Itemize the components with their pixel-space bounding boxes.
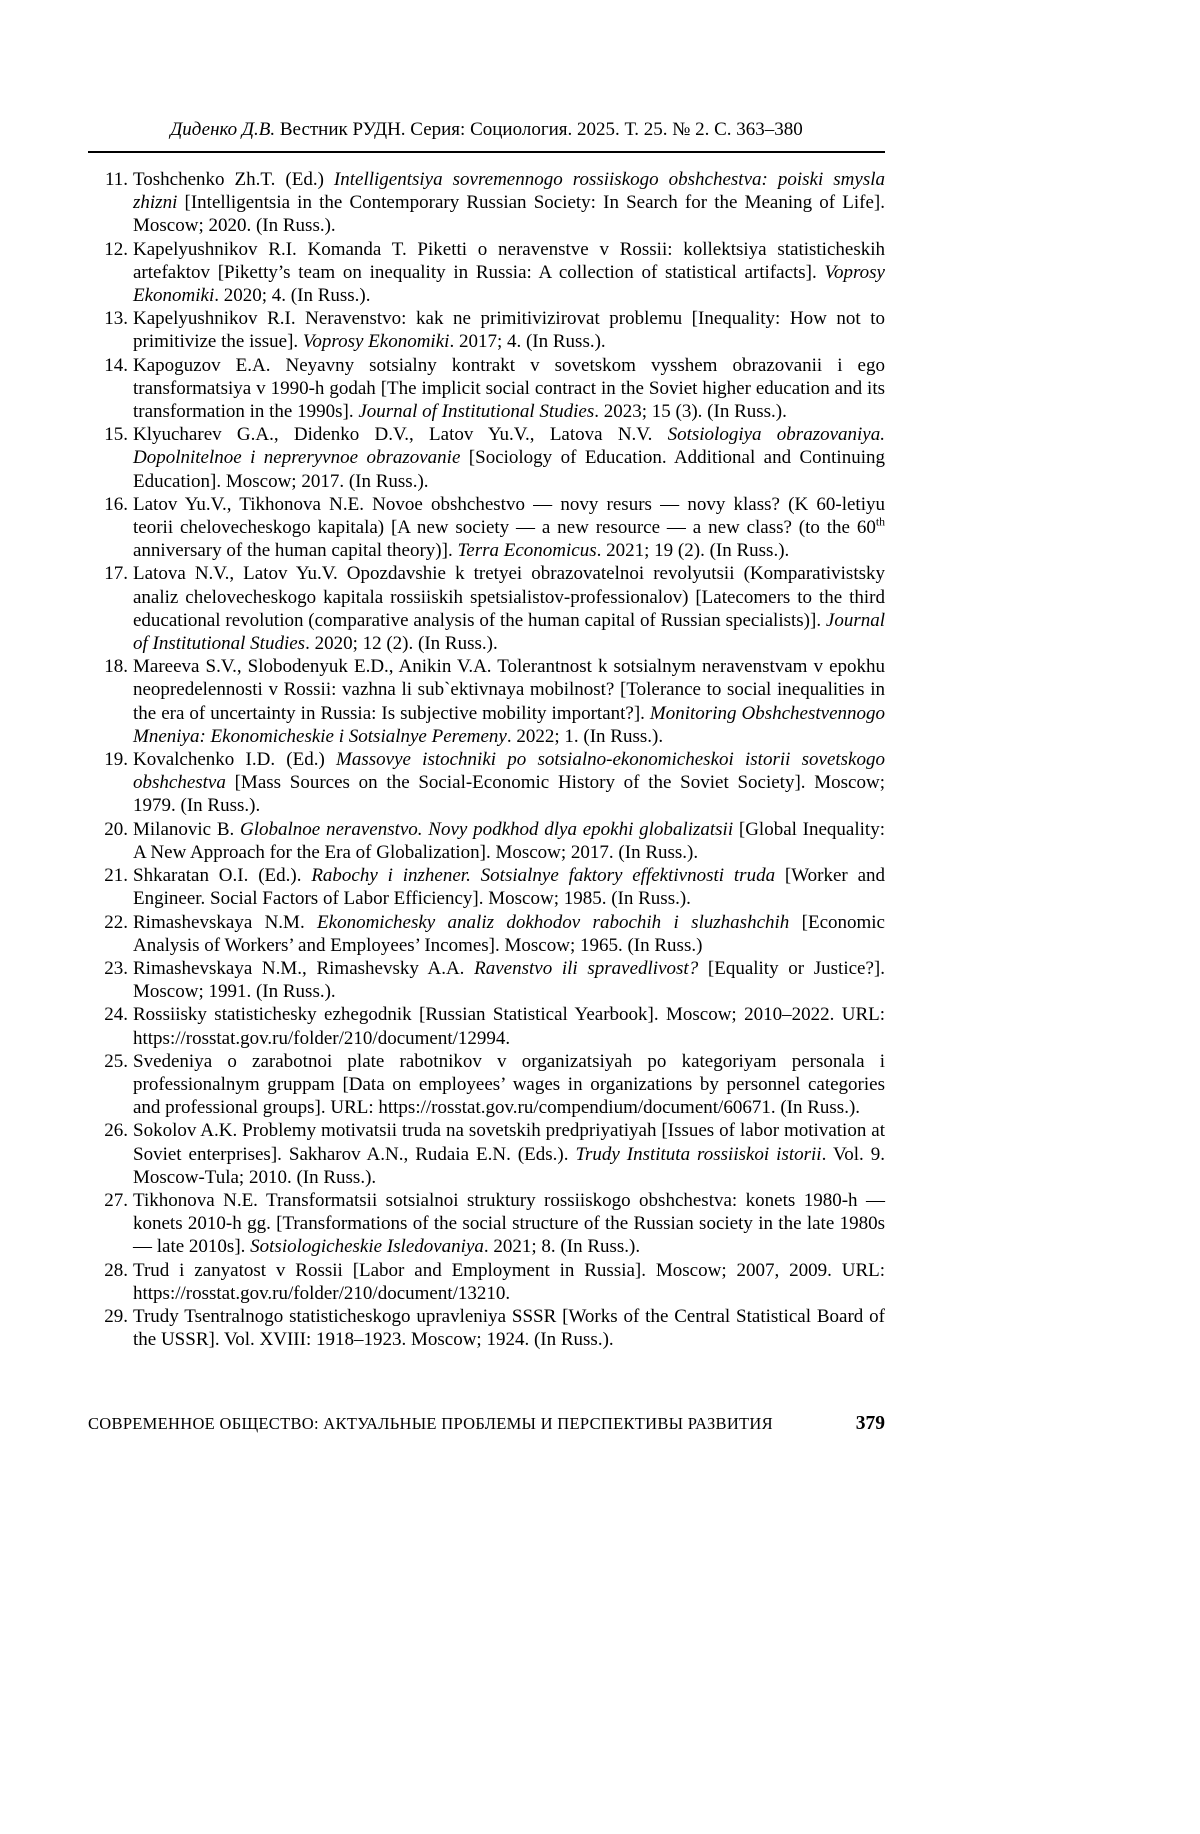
reference-item xyxy=(88,1189,885,1259)
reference-text: Rossiisky statistichesky ezhegodnik [Russian Statistical Yearbook]. Moscow; 2010–2022. URL: https://rosstat.gov.ru/folder/210/document/12994. xyxy=(133,1004,885,1049)
reference-text: Latov Yu.V., Tikhonova N.E. Novoe obshchestvo — novy resurs — novy klass? (K 60-letiyu teorii chelovecheskogo kapitala) [A new society — a new resource — a new class? (to the 60th anniversary of the human capital theory)]. Terra Economicus. 2021; 19 (2). (In Russ.). xyxy=(133,493,885,562)
reference-item xyxy=(88,493,885,563)
reference-number: 13. xyxy=(104,308,128,330)
running-head-text: Диденко Д.В. Вестник РУДН. Серия: Социология. 2025. Т. 25. № 2. С. 363–380 xyxy=(170,119,803,140)
reference-number: 15. xyxy=(104,424,128,446)
reference-item xyxy=(88,748,885,818)
page-number: 379 xyxy=(855,1413,885,1434)
reference-text: Kovalchenko I.D. (Ed.) Massovye istochniki po sotsialno-ekonomicheskoi istorii sovetskogo obshchestva [Mass Sources on the Social-Economic History of the Soviet Society]. Moscow; 1979. (In Russ.). xyxy=(133,749,885,817)
reference-item xyxy=(88,1119,885,1189)
reference-text: Kapelyushnikov R.I. Komanda T. Piketti o neravenstve v Rossii: kollektsiya statisticheskih artefaktov [Piketty’s team on inequality in Russia: A collection of statistical artifacts]. Voprosy Ekonomiki. 2020; 4. (In Russ.). xyxy=(133,238,885,307)
reference-number: 16. xyxy=(104,493,128,515)
reference-text: Klyucharev G.A., Didenko D.V., Latov Yu.V., Latova N.V. Sotsiologiya obrazovaniya. Dopolnitelnoe i nepreryvnoe obrazovanie [Sociology of Education. Additional and Continuing Education]. Moscow; 2017. (In Russ.). xyxy=(133,424,885,492)
reference-item xyxy=(88,655,885,748)
reference-item xyxy=(88,1003,885,1049)
reference-number: 11. xyxy=(104,169,128,190)
footer-section-title: СОВРЕМЕННОЕ ОБЩЕСТВО: АКТУАЛЬНЫЕ ПРОБЛЕМЫ И ПЕРСПЕКТИВЫ РАЗВИТИЯ xyxy=(88,1414,773,1433)
reference-item xyxy=(88,307,885,353)
header-rule xyxy=(88,151,885,153)
reference-item xyxy=(88,354,885,424)
reference-item xyxy=(88,562,885,655)
reference-item xyxy=(88,957,885,1003)
reference-text: Trudy Tsentralnogo statisticheskogo upravleniya SSSR [Works of the Central Statistical Board of the USSR]. Vol. XVIII: 1918–1923. Moscow; 1924. (In Russ.). xyxy=(133,1305,885,1351)
reference-list xyxy=(88,168,885,1351)
reference-number: 17. xyxy=(104,563,128,585)
reference-number: 19. xyxy=(104,749,128,771)
reference-number: 20. xyxy=(104,818,128,840)
reference-item xyxy=(88,1259,885,1305)
reference-item xyxy=(88,423,885,493)
reference-item xyxy=(88,911,885,957)
reference-text: Kapelyushnikov R.I. Neravenstvo: kak ne primitivizirovat problemu [Inequality: How not to primitivize the issue]. Voprosy Ekonomiki. 2017; 4. (In Russ.). xyxy=(133,308,885,353)
reference-item xyxy=(88,864,885,910)
reference-text: Latova N.V., Latov Yu.V. Opozdavshie k tretyei obrazovatelnoi revolyutsii (Komparativistsky analiz chelovecheskogo kapitala rossiiskih spetsialistov-professionalov) [Latecomers to the third educational revolution (comparative analysis of the human capital of Russian specialists)]. Journal of Institutional Studies. 2020; 12 (2). (In Russ.). xyxy=(133,563,885,655)
reference-text: Shkaratan O.I. (Ed.). Rabochy i inzhener. Sotsialnye faktory effektivnosti truda [Worker and Engineer. Social Factors of Labor Efficiency]. Moscow; 1985. (In Russ.). xyxy=(133,865,886,910)
reference-item xyxy=(88,1305,885,1351)
reference-number: 22. xyxy=(104,911,128,933)
reference-number: 28. xyxy=(104,1259,128,1281)
reference-text: Kapoguzov E.A. Neyavny sotsialny kontrakt v sovetskom vysshem obrazovanii i ego transformatsiya v 1990-h godah [The implicit social contract in the Soviet higher education and its transformation in the 1990s]. Journal of Institutional Studies. 2023; 15 (3). (In Russ.). xyxy=(133,354,885,423)
page-content xyxy=(88,0,885,1351)
reference-number: 25. xyxy=(104,1050,128,1072)
reference-number: 27. xyxy=(104,1189,128,1211)
reference-number: 26. xyxy=(104,1120,128,1142)
reference-item xyxy=(88,1050,885,1120)
page-footer xyxy=(88,1413,885,1435)
reference-text: Tikhonova N.E. Transformatsii sotsialnoi struktury rossiiskogo obshchestva: konets 1980-h — konets 2010-h gg. [Transformations of the social structure of the Russian society in the late 1980s — late 2010s]. Sotsiologicheskie Isledovaniya. 2021; 8. (In Russ.). xyxy=(133,1189,885,1258)
reference-number: 21. xyxy=(104,865,128,887)
reference-text: Mareeva S.V., Slobodenyuk E.D., Anikin V.A. Tolerantnost k sotsialnym neravenstvam v epokhu neopredelennosti v Rossii: vazhna li sub`ektivnaya mobilnost? [Tolerance to social inequalities in the era of uncertainty in Russia: Is subjective mobility important?]. Monitoring Obshchestvennogo Mneniya: Ekonomicheskie i Sotsialnye Peremeny. 2022; 1. (In Russ.). xyxy=(133,656,885,747)
reference-text: Svedeniya o zarabotnoi plate rabotnikov v organizatsiyah po kategoriyam personala i professionalnym gruppam [Data on employees’ wages in organizations by personnel categories and professional groups]. URL: https://rosstat.gov.ru/compendium/document/60671. (In Russ.). xyxy=(133,1050,885,1119)
reference-number: 24. xyxy=(104,1004,128,1026)
running-head xyxy=(88,0,885,153)
reference-text: Sokolov A.K. Problemy motivatsii truda na sovetskih predpriyatiyah [Issues of labor motivation at Soviet enterprises]. Sakharov A.N., Rudaia E.N. (Eds.). Trudy Instituta rossiiskoi istorii. Vol. 9. Moscow-Tula; 2010. (In Russ.). xyxy=(133,1120,885,1188)
reference-item xyxy=(88,238,885,308)
reference-text: Milanovic B. Globalnoe neravenstvo. Novy podkhod dlya epokhi globalizatsii [Global Inequality: A New Approach for the Era of Globalization]. Moscow; 2017. (In Russ.). xyxy=(133,818,885,863)
reference-text: Toshchenko Zh.T. (Ed.) Intelligentsiya sovremennogo rossiiskogo obshchestva: poiski smysla zhizni [Intelligentsia in the Contemporary Russian Society: In Search for the Meaning of Life]. Moscow; 2020. (In Russ.). xyxy=(133,169,885,237)
reference-number: 18. xyxy=(104,656,128,678)
reference-text: Rimashevskaya N.M., Rimashevsky A.A. Ravenstvo ili spravedlivost? [Equality or Justice?]. Moscow; 1991. (In Russ.). xyxy=(133,957,885,1003)
reference-number: 12. xyxy=(104,238,128,260)
reference-item xyxy=(88,168,885,238)
reference-text: Rimashevskaya N.M. Ekonomichesky analiz dokhodov rabochih i sluzhashchih [Economic Analysis of Workers’ and Employees’ Incomes]. Moscow; 1965. (In Russ.) xyxy=(133,911,885,956)
reference-item xyxy=(88,818,885,864)
reference-number: 14. xyxy=(104,354,128,376)
reference-number: 23. xyxy=(104,957,128,979)
reference-text: Trud i zanyatost v Rossii [Labor and Employment in Russia]. Moscow; 2007, 2009. URL: https://rosstat.gov.ru/folder/210/document/13210. xyxy=(133,1259,885,1304)
reference-number: 29. xyxy=(104,1305,128,1327)
